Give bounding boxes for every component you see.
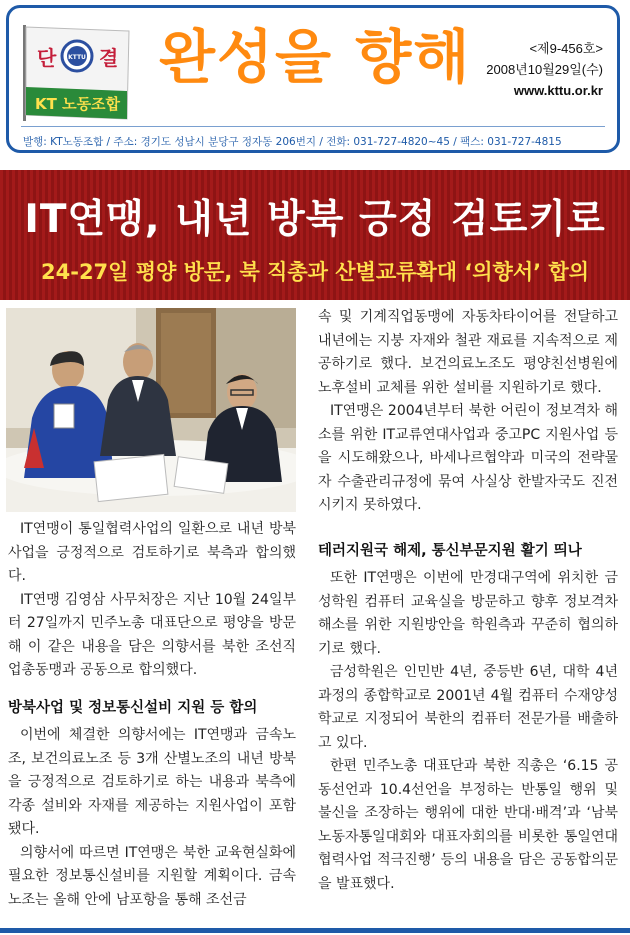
issue-info (486, 38, 603, 101)
issue-date: 2008년10월29일(수) (486, 62, 603, 77)
svg-text:단: 단 (37, 46, 57, 70)
paragraph: 또한 IT연맹은 이번에 만경대구역에 위치한 금성학원 컴퓨터 교육실을 방문하고 향후 정보격차 해소를 위한 지원방안을 학원측과 꾸준히 협의하기로 했다. (318, 570, 618, 657)
paragraph: IT연맹이 통일협력사업의 일환으로 내년 방북사업을 긍정적으로 검토하기로 북측과 합의했다. (8, 521, 296, 584)
subheadline: 24-27일 평양 방문, 북 직총과 산별교류확대 ‘의향서’ 합의 (41, 260, 589, 284)
meeting-photo (6, 308, 296, 512)
footer-rule (0, 928, 630, 933)
article-right-column (318, 306, 618, 896)
paragraph: IT연맹 김영삼 사무처장은 지난 10월 24일부터 27일까지 민주노총 대표단으로 평양을 방문해 이 같은 내용을 담은 의향서를 북한 조선직업총동맹과 공동으로 합의했다. (8, 591, 296, 678)
website-link[interactable]: www.kttu.or.kr (513, 83, 603, 98)
paragraph: 금성학원은 인민반 4년, 중등반 6년, 대학 4년 과정의 종합학교로 2001년 4월 컴퓨터 수재양성학교로 지정되어 북한의 컴퓨터 전문가를 배출하고 있다. (318, 664, 618, 751)
masthead (6, 5, 620, 153)
paragraph: 의향서에 따르면 IT연맹은 북한 교육현실화에 필요한 정보통신설비를 지원할 계획이다. 금속노조는 올해 안에 남포항을 통해 조선금 (8, 844, 296, 908)
newsletter-title: 완성을 향해 (159, 23, 472, 91)
svg-text:결: 결 (99, 46, 119, 70)
paragraph: 한편 민주노총 대표단과 북한 직총은 ‘6.15 공동선언과 10.4선언을 부정하는 반통일 행위 및 불신을 조장하는 행위에 대한 반대·배격’과 ‘남북노동자통일대회와 대표자회의를 비롯한 통일연대협력사업 적극진행’ 등의 내용을 담은 공동합의문을 발표했다. (318, 758, 618, 892)
publisher-info: 발행: KT노동조합 / 주소: 경기도 성남시 분당구 정자동 206번지 / 전화: 031-727-4820~45 / 팩스: 031-727-4815 (23, 136, 562, 148)
section-heading: 방북사업 및 정보통신설비 지원 등 합의 (8, 699, 258, 716)
paragraph: IT연맹은 2004년부터 북한 어린이 정보격차 해소를 위한 IT교류연대사업과 중고PC 지원사업 등을 시도해왔으나, 바세나르협약과 미국의 전략물자 수출관리규정에 묶여 사실상 한발자국도 진전시키지 못하였다. (318, 403, 618, 513)
paragraph: 이번에 체결한 의향서에는 IT연맹과 금속노조, 보건의료노조 등 3개 산별노조의 내년 방북을 긍정적으로 검토하기로 하는 내용과 북측에 각종 설비와 자재를 제공하는 지원사업이 포함됐다. (8, 727, 296, 837)
headline: IT연맹, 내년 방북 긍정 검토키로 (24, 197, 606, 242)
svg-text:KT 노동조합: KT 노동조합 (35, 95, 121, 113)
svg-text:KTTU: KTTU (68, 54, 86, 61)
paragraph: 속 및 기계직업동맹에 자동차타이어를 전달하고 내년에는 지붕 자재와 철관 재료를 지속적으로 제공하기로 했다. 보건의료노조도 평양친선병원에 노후설비 교체를 위한 설비를 지원하기로 했다. (318, 309, 618, 396)
issue-number: <제9-456호> (529, 41, 603, 56)
masthead-divider (21, 126, 605, 127)
section-heading: 테러지원국 해제, 통신부문지원 활기 띄나 (318, 542, 582, 559)
article-left-column (8, 518, 296, 912)
kttu-logo (19, 23, 131, 123)
headline-banner (0, 170, 630, 300)
